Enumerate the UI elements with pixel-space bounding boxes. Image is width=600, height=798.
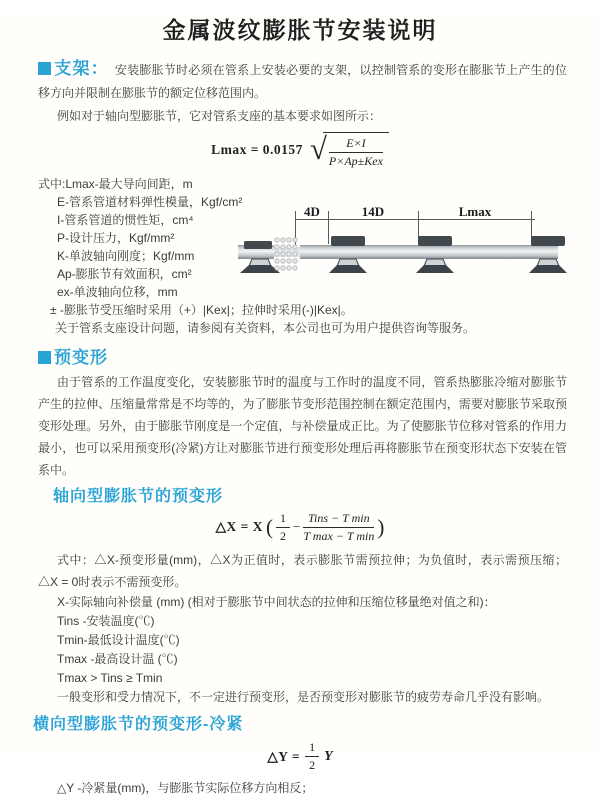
lmax-formula-denominator: P×Ap±Kex bbox=[328, 153, 383, 168]
lateral-subheading: 横向型膨胀节的预变形-冷紧 bbox=[33, 716, 244, 733]
tmin-line: Tmin-最低设计温度(℃) bbox=[57, 633, 180, 647]
definition-line: ex-单波轴向位移，mm bbox=[57, 285, 178, 299]
axial-formula-denominator: T max − T min bbox=[303, 528, 375, 543]
tmax-line: Tmax -最高设计温 (℃) bbox=[57, 652, 178, 666]
axial-formula-fraction bbox=[303, 511, 374, 544]
minus-operator: − bbox=[292, 519, 301, 534]
right-paren: ) bbox=[377, 514, 385, 539]
definition-line: Ap-膨胀节有效面积，cm² bbox=[57, 267, 192, 281]
pipe-support-diagram bbox=[236, 204, 598, 304]
left-paren: ( bbox=[265, 514, 273, 539]
definition-line: K-单波轴向刚度；Kgf/mm bbox=[57, 249, 195, 263]
dimension-label-lmax: Lmax bbox=[458, 204, 492, 219]
tins-line: Tins -安装温度(℃) bbox=[57, 614, 155, 628]
support-heading-label: 支架： bbox=[54, 59, 109, 78]
axial-formula-lhs: △X = X bbox=[215, 519, 263, 534]
axial-where-paragraph: 式中：△X-预变形量(mm)，△X为正值时，表示膨胀节需预拉伸；为负值时，表示需预压缩；△X = 0时表示不需预变形。 bbox=[38, 553, 567, 589]
section-bullet-icon bbox=[38, 351, 51, 364]
pipe bbox=[300, 245, 558, 259]
temperature-relation-line: Tmax > Tins ≥ Tmin bbox=[57, 671, 163, 685]
lateral-formula-rhs: Y bbox=[324, 748, 333, 764]
lmax-formula-fraction bbox=[329, 136, 383, 169]
axial-note-line: 一般变形和受力情况下，不一定进行预变形，是否预变形对膨胀节的疲劳寿命几乎没有影响。 bbox=[57, 690, 550, 704]
document-page bbox=[0, 12, 600, 795]
axial-formula bbox=[0, 509, 600, 545]
support-section-heading bbox=[38, 59, 109, 78]
axial-formula-half: $\frac{1}{2}$ bbox=[276, 511, 290, 544]
definition-line: P-设计压力，Kgf/mm² bbox=[57, 231, 175, 245]
where-label-line: 式中:Lmax-最大导向间距，m bbox=[38, 177, 193, 191]
definition-line: E-管系管道材料弹性模量，Kgf/cm² bbox=[57, 195, 243, 209]
square-root-icon: √ $\frac{E\times I}{\text{P×Ap±Kex}}$ bbox=[310, 132, 389, 169]
support-intro-text: 安装膨胀节时必须在管系上安装必要的支架，以控制管系的变形在膨胀节上产生的位移方向并限制在膨胀节的额定位移范围内。 bbox=[38, 63, 567, 100]
plus-minus-note-line: ± -膨胀节受压缩时采用（+）|Kex|；拉伸时采用(-)|Kex|。 bbox=[50, 303, 353, 317]
definition-line: I-管系管道的惯性矩，cm⁴ bbox=[57, 213, 194, 227]
support-intro-paragraph bbox=[38, 57, 567, 105]
lmax-formula-lhs: Lmax = 0.0157 bbox=[211, 142, 303, 157]
predeform-paragraph: 由于管系的工作温度变化，安装膨胀节时的温度与工作时的温度不同，管系热膨胀冷缩对膨胀节产生的拉伸、压缩量常常是不均等的，为了膨胀节变形范围控制在额定范围内，需要对膨胀节采取预变形处理。另外，由于膨胀节刚度是一个定值，与补偿量成正比。为了使膨胀节位移对管系的作用力最小，也可以采用预变形(冷紧)方让对膨胀节进行预变形处理后再将膨胀节在预变形状态下安装在管系中。 bbox=[38, 375, 567, 477]
dimension-lines bbox=[295, 211, 535, 250]
lmax-formula bbox=[0, 130, 600, 170]
bellows-section bbox=[274, 238, 301, 270]
dimension-label-4d: 4D bbox=[304, 204, 320, 219]
predeform-heading-label: 预变形 bbox=[54, 348, 108, 367]
dimension-label-14d: 14D bbox=[361, 204, 385, 219]
consult-note-line: 关于管系支座设计问题，请参阅有关资料，本公司也可为用户提供咨询等服务。 bbox=[55, 321, 476, 335]
axial-subheading: 轴向型膨胀节的预变形 bbox=[53, 488, 224, 505]
lateral-formula-half: $\frac{1}{2}$ bbox=[305, 740, 319, 773]
lateral-formula-lhs: △Y = bbox=[267, 748, 301, 764]
x-definition-line: X-实际轴向补偿量 (mm) (相对于膨胀节中间状态的拉伸和压缩位移量绝对值之和)： bbox=[57, 595, 496, 609]
predeform-section-heading bbox=[38, 343, 600, 368]
axial-formula-numerator: Tins − T min bbox=[303, 511, 374, 528]
lmax-formula-numerator: E×I bbox=[329, 136, 383, 153]
lateral-note-line: △Y -冷紧量(mm)，与膨胀节实际位移方向相反； bbox=[57, 781, 314, 795]
lateral-formula bbox=[0, 740, 600, 773]
section-bullet-icon bbox=[38, 62, 51, 75]
page-title: 金属波纹膨胀节安装说明 bbox=[162, 17, 438, 43]
support-example-paragraph: 例如对于轴向型膨胀节，它对管系支座的基本要求如图所示： bbox=[57, 109, 382, 123]
